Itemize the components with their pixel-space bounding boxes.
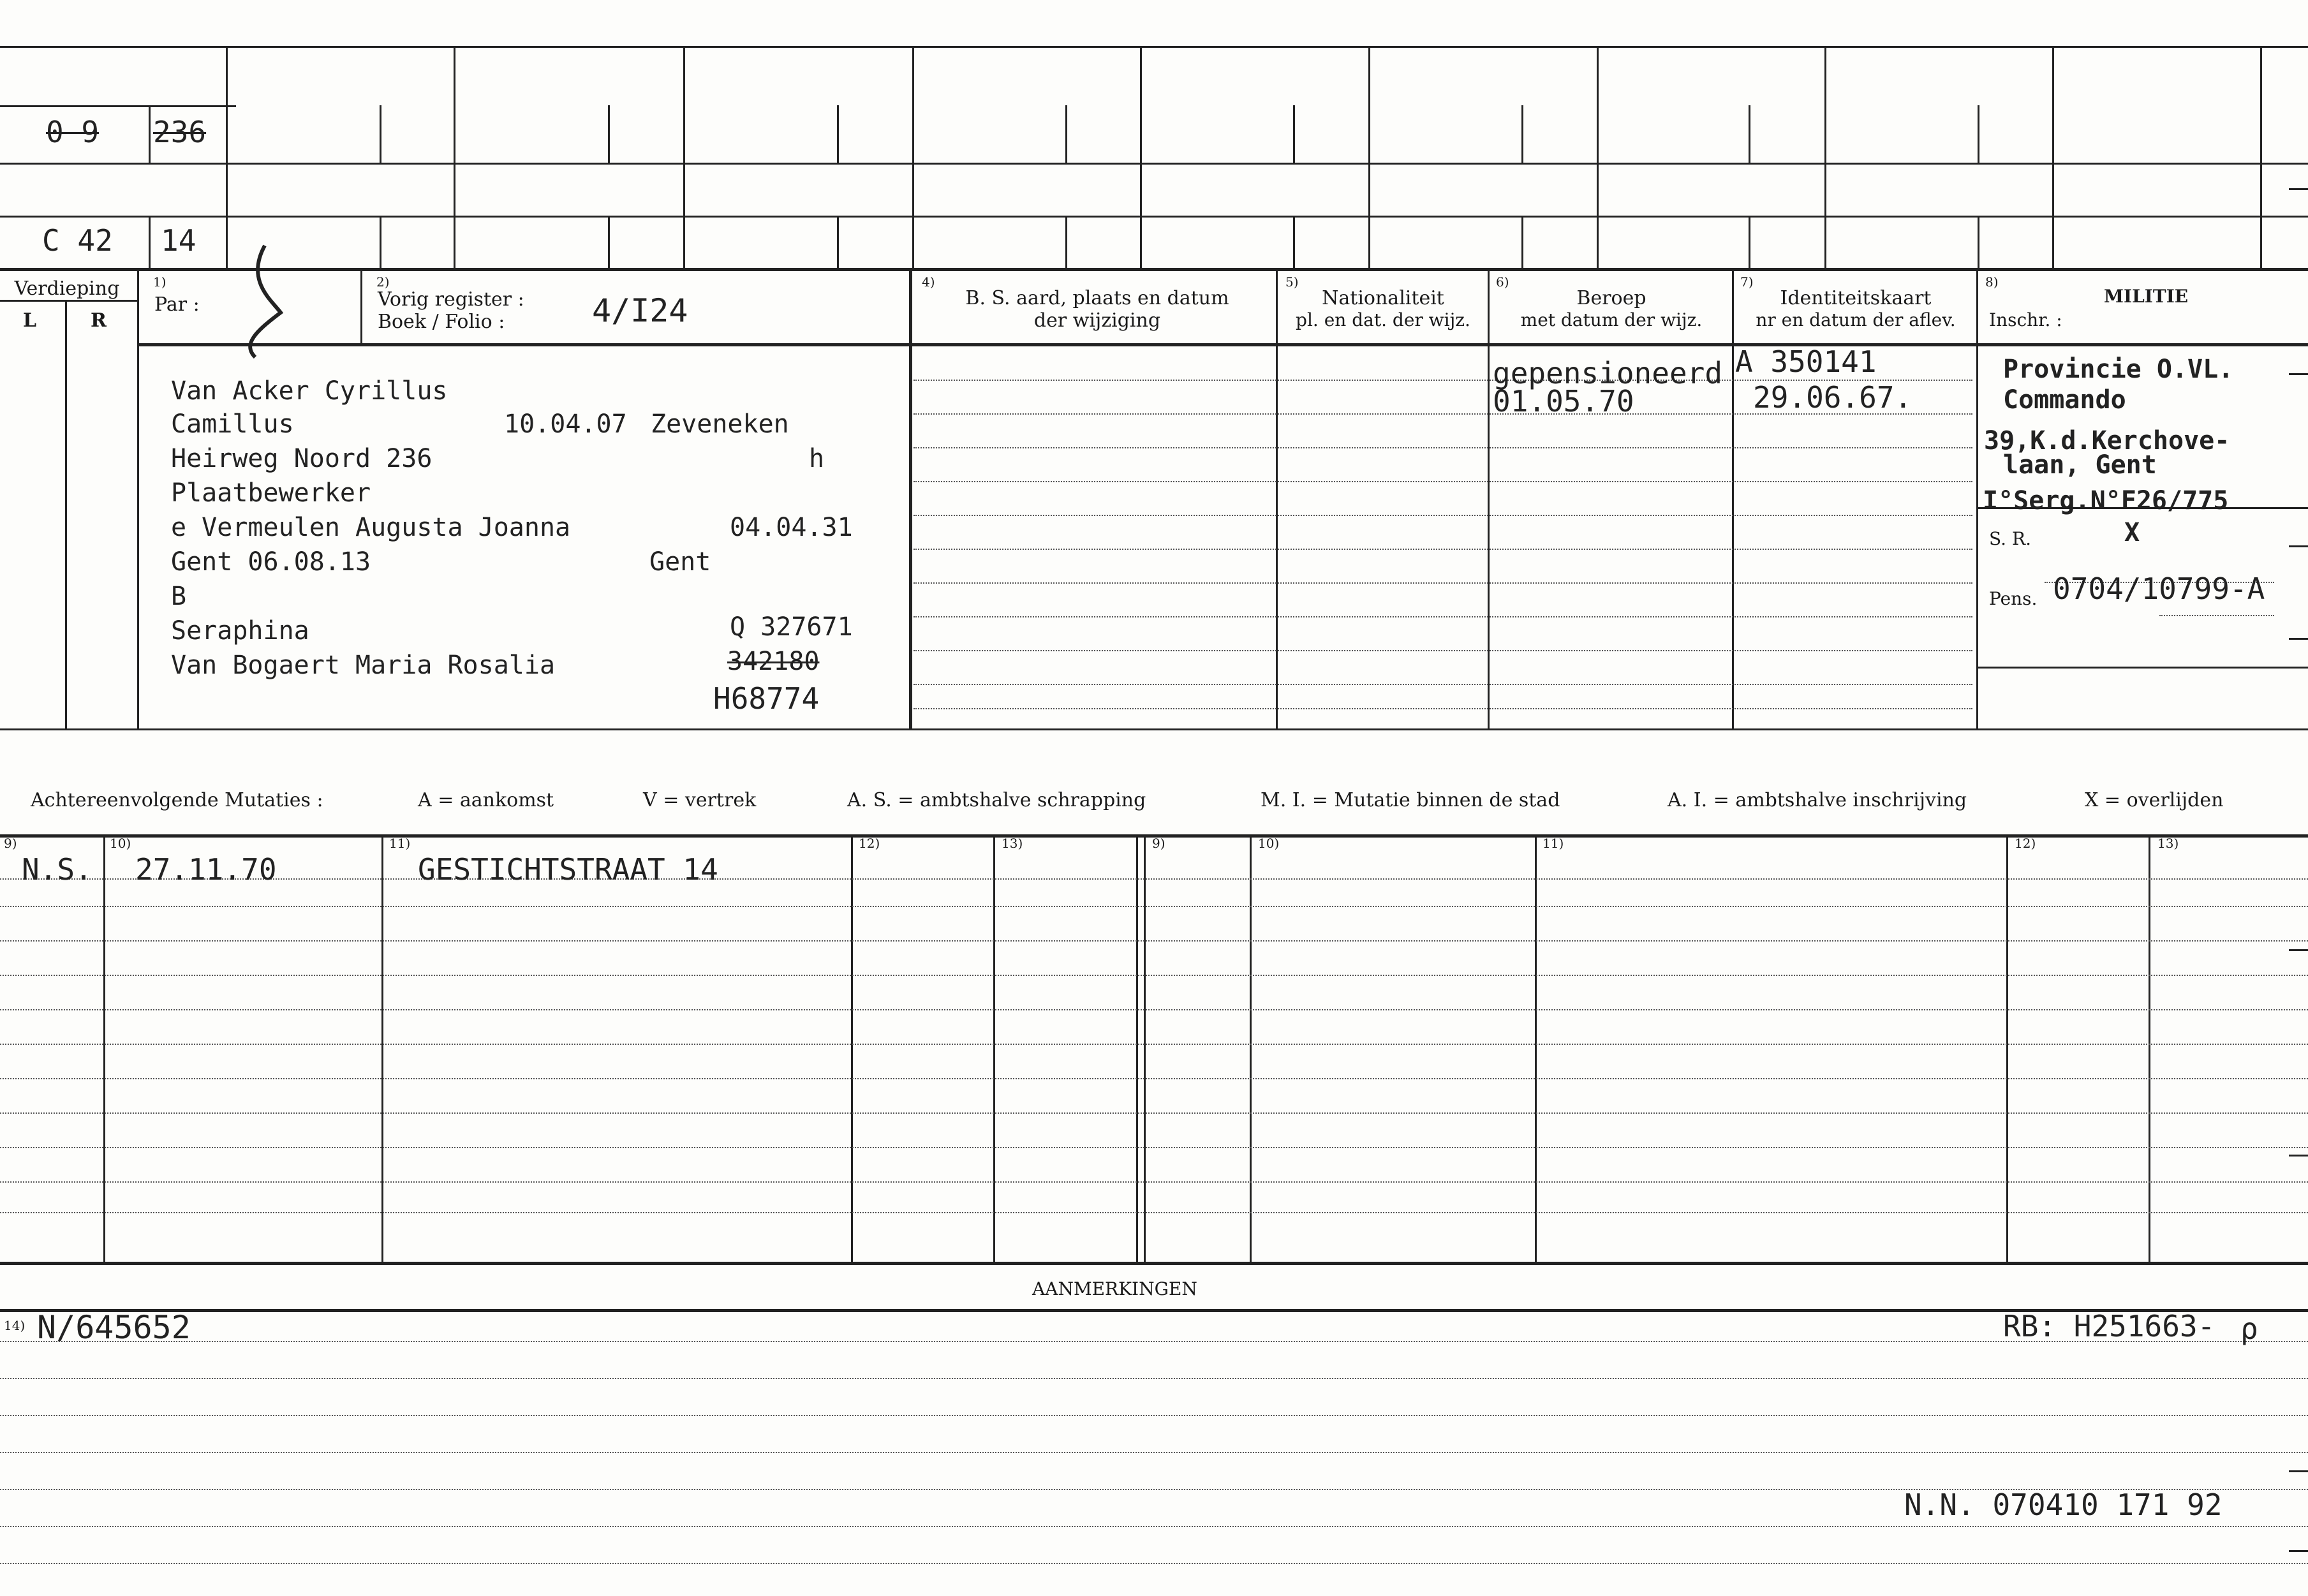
nationaliteit-header-line2: pl. en dat. der wijz. — [1296, 309, 1470, 330]
remarks-rb-mark: ρ — [2240, 1312, 2258, 1346]
pens-value: 0704/10799-A — [2053, 572, 2265, 606]
verdieping-left-label: L — [23, 309, 37, 332]
col8-number: 8) — [1985, 274, 1999, 290]
spouse-name: e Vermeulen Augusta Joanna — [171, 513, 571, 542]
par-label: Par : — [154, 293, 200, 316]
house-number: 14 — [161, 223, 196, 258]
col1-number: 1) — [153, 274, 166, 290]
militie-line2: Commando — [2003, 385, 2126, 415]
remarks-title: AANMERKINGEN — [1032, 1278, 1197, 1299]
father-mother-name: Van Bogaert Maria Rosalia — [171, 651, 556, 680]
mut-col-number: 9) — [1152, 836, 1165, 851]
identiteitskaart-header-line2: nr en datum der aflev. — [1756, 309, 1956, 330]
mut-col-number: 10) — [1258, 836, 1280, 851]
mut-col-number: 11) — [1542, 836, 1564, 851]
boek-folio-value: 4/I24 — [592, 292, 688, 329]
beroep-header-line2: met datum der wijz. — [1520, 309, 1703, 330]
nationaliteit-header-line1: Nationaliteit — [1322, 287, 1444, 309]
mut-col-number: 13) — [2157, 836, 2179, 851]
bs-header-line1: B. S. aard, plaats en datum — [965, 287, 1229, 309]
col2-number: 2) — [376, 274, 390, 290]
legend-title: Achtereenvolgende Mutaties : — [31, 789, 323, 811]
legend-ambtshalve-inschrijving: A. I. = ambtshalve inschrijving — [1668, 789, 1967, 811]
mut-col-number: 9) — [4, 836, 17, 851]
national-number: N.N. 070410 171 92 — [1904, 1488, 2223, 1522]
id-number-3: H68774 — [713, 681, 820, 716]
identiteitskaart-header-line1: Identiteitskaart — [1780, 287, 1932, 309]
mut-col-number: 11) — [389, 836, 411, 851]
handwritten-par-mark — [211, 242, 306, 370]
spouse-birth-place-date: Gent 06.08.13 — [171, 547, 371, 577]
bs-header-line2: der wijziging — [1033, 309, 1161, 332]
mut-col-number: 13) — [1002, 836, 1023, 851]
vorig-register-label: Vorig register : — [378, 288, 524, 311]
section-number: C 42 — [42, 223, 113, 258]
id-card-date: 29.06.67. — [1753, 380, 1912, 415]
militie-line4: laan, Gent — [2003, 450, 2157, 480]
old-house-number: 236 — [153, 115, 207, 149]
legend-aankomst: A = aankomst — [418, 789, 554, 811]
old-section-number: 0 9 — [46, 115, 100, 149]
legend-ambtshalve-schrapping: A. S. = ambtshalve schrapping — [847, 789, 1146, 811]
legend-mutatie-binnen-stad: M. I. = Mutatie binnen de stad — [1261, 789, 1560, 811]
status-letter: B — [171, 582, 187, 611]
person-occupation: Plaatbewerker — [171, 478, 371, 508]
col4-number: 4) — [922, 274, 935, 290]
birth-date: 10.04.07 — [504, 410, 627, 439]
legend-overlijden: X = overlijden — [2085, 789, 2224, 811]
col6-number: 6) — [1496, 274, 1509, 290]
militie-line5: I°Serg.N°F26/775 — [1983, 486, 2229, 515]
legend-vertrek: V = vertrek — [643, 789, 757, 811]
spouse-birth-date: 04.04.31 — [730, 513, 853, 542]
verdieping-label: Verdieping — [14, 277, 120, 300]
col7-number: 7) — [1740, 274, 1754, 290]
h-mark: h — [809, 444, 825, 473]
mut-col-number: 12) — [2015, 836, 2036, 851]
person-given-names: Camillus — [171, 410, 294, 439]
militie-line1: Provincie O.VL. — [2003, 355, 2234, 384]
id-number-old-struck: 342180 — [727, 647, 820, 676]
beroep-date: 01.05.70 — [1493, 384, 1634, 418]
mutation-date: 27.11.70 — [135, 852, 277, 887]
person-name: Van Acker Cyrillus — [171, 376, 448, 406]
mutation-code: N.S. — [22, 852, 92, 887]
boek-folio-label: Boek / Folio : — [378, 311, 505, 333]
sr-label: S. R. — [1989, 528, 2031, 549]
remarks-rb-number: RB: H251663- — [2003, 1309, 2216, 1343]
pens-label: Pens. — [1989, 588, 2038, 609]
inschr-label: Inschr. : — [1989, 309, 2062, 330]
militie-header: MILITIE — [2104, 286, 2189, 307]
birth-place: Zeveneken — [651, 410, 789, 439]
person-address: Heirweg Noord 236 — [171, 444, 433, 473]
id-number-1: Q 327671 — [730, 612, 853, 642]
beroep-value: gepensioneerd — [1493, 356, 1723, 390]
mutation-address: GESTICHTSTRAAT 14 — [418, 852, 718, 887]
id-card-number: A 350141 — [1735, 344, 1877, 379]
mother-name: Seraphina — [171, 616, 309, 646]
remarks-number: 14) — [4, 1318, 26, 1333]
sr-value: X — [2124, 518, 2140, 547]
verdieping-right-label: R — [91, 309, 107, 332]
beroep-header-line1: Beroep — [1576, 287, 1646, 309]
spouse-birth-city: Gent — [649, 547, 711, 577]
mut-col-number: 12) — [859, 836, 880, 851]
col5-number: 5) — [1285, 274, 1299, 290]
remarks-reference: N/645652 — [37, 1309, 191, 1346]
mut-col-number: 10) — [110, 836, 131, 851]
militie-line3: 39,K.d.Kerchove- — [1984, 426, 2230, 455]
